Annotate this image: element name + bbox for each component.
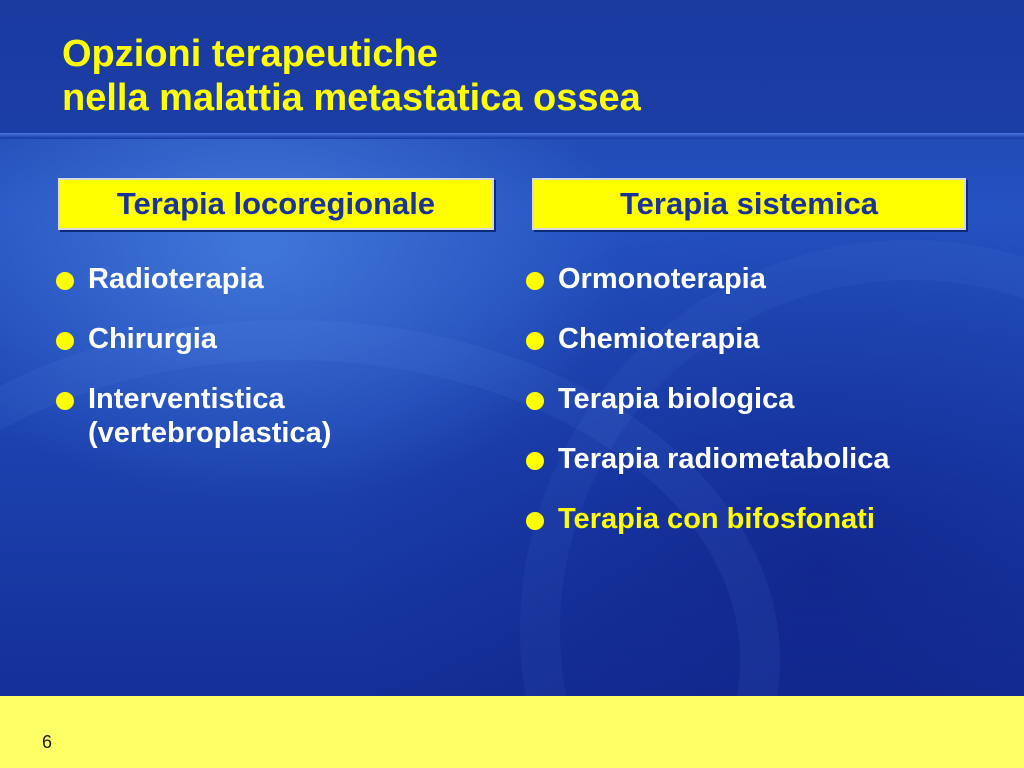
bullet-icon	[56, 272, 74, 290]
bullet-icon	[56, 332, 74, 350]
list-item	[524, 322, 1014, 356]
list-item-text: Terapia biologica	[558, 383, 795, 415]
list-item	[54, 322, 494, 356]
list-item	[54, 262, 494, 296]
list-item	[54, 382, 494, 450]
list-item-text: Interventistica	[88, 383, 285, 415]
bullet-icon	[526, 512, 544, 530]
slide-title	[62, 32, 641, 120]
slide-title-line-2: nella malattia metastatica ossea	[62, 77, 641, 119]
list-item	[524, 502, 1014, 536]
footer-bar	[0, 696, 1024, 768]
list-item-subtext: (vertebroplastica)	[88, 417, 332, 449]
page-number: 6	[42, 732, 53, 752]
list-item-text: Radioterapia	[88, 263, 264, 295]
list-item	[524, 382, 1014, 416]
header-divider	[0, 133, 1024, 139]
locoregional-therapy-list	[54, 262, 494, 476]
bullet-icon	[526, 272, 544, 290]
column-heading-locoregional: Terapia locoregionale	[58, 178, 494, 230]
list-item-text: Chirurgia	[88, 323, 217, 355]
list-item	[524, 262, 1014, 296]
bullet-icon	[526, 392, 544, 410]
bullet-icon	[526, 452, 544, 470]
list-item-text: Chemioterapia	[558, 323, 760, 355]
bullet-icon	[56, 392, 74, 410]
column-heading-systemic: Terapia sistemica	[532, 178, 966, 230]
slide-title-line-1: Opzioni terapeutiche	[62, 33, 438, 75]
list-item-text: Ormonoterapia	[558, 263, 766, 295]
systemic-therapy-list	[524, 262, 1014, 562]
bullet-icon	[526, 332, 544, 350]
list-item	[524, 442, 1014, 476]
list-item-text: Terapia radiometabolica	[558, 443, 890, 475]
list-item-text: Terapia con bifosfonati	[558, 503, 875, 535]
